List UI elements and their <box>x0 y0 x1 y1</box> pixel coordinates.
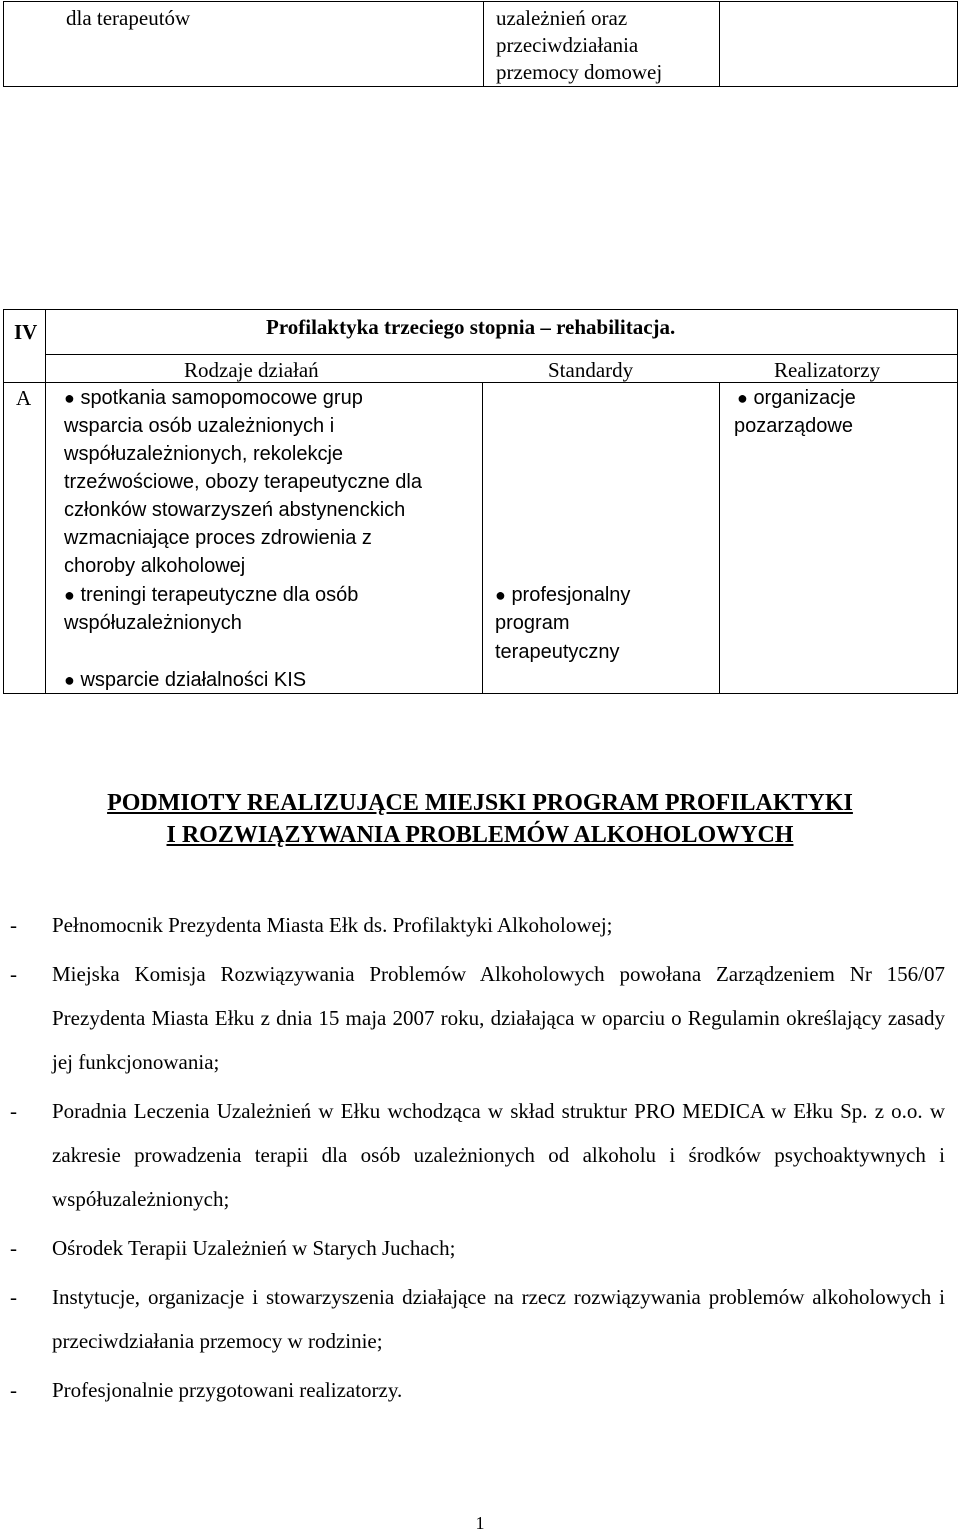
action-item <box>64 384 363 412</box>
list-item-text: Poradnia Leczenia Uzależnień w Ełku wchodząca w skład struktur PRO MEDICA w Ełku Sp. z o.o. w zakresie prowadzenia terapii dla osób uzależnionych od alkoholu i środków psychoaktywnych i współuzależnionych; <box>52 1099 945 1211</box>
bullet-icon: ● <box>495 585 506 605</box>
list-dash: - <box>10 1378 17 1402</box>
top-table-cell-2-line: przeciwdziałania <box>496 33 639 57</box>
action-line: współuzależnionych, rekolekcje <box>64 443 344 465</box>
column-divider <box>483 2 484 86</box>
section-iv-table <box>3 309 958 694</box>
top-table-cell-2 <box>496 5 662 86</box>
row-label: A <box>16 386 32 410</box>
header-standards: Standardy <box>548 358 634 382</box>
list-item <box>10 1226 945 1270</box>
column-divider <box>719 2 720 86</box>
list-item-text: Miejska Komisja Rozwiązywania Problemów Alkoholowych powołana Zarządzeniem Nr 156/07 Prezydenta Miasta Ełku z dnia 15 maja 2007 roku, działająca w oparciu o Regulamin określający zasady jej funkcjonowania; <box>52 962 945 1074</box>
bullet-icon: ● <box>64 585 75 605</box>
action-line: treningi terapeutyczne dla osób <box>80 584 359 606</box>
bullet-icon: ● <box>64 670 75 690</box>
action-line: współuzależnionych <box>64 612 242 634</box>
standard-line: program <box>495 612 570 634</box>
column-divider <box>719 382 720 693</box>
implementers-list <box>10 903 945 1412</box>
list-item-text: Profesjonalnie przygotowani realizatorzy. <box>52 1378 403 1402</box>
list-dash: - <box>10 962 17 986</box>
list-dash: - <box>10 1099 17 1123</box>
list-item <box>10 903 945 947</box>
action-line: wsparcia osób uzależnionych i <box>64 415 335 437</box>
list-dash: - <box>10 913 17 937</box>
section-title: Profilaktyka trzeciego stopnia – rehabilitacja. <box>266 315 676 339</box>
section-heading-line-1: PODMIOTY REALIZUJĄCE MIEJSKI PROGRAM PROFILAKTYKI <box>107 790 853 816</box>
column-divider <box>482 382 483 693</box>
list-item <box>10 1275 945 1363</box>
list-item <box>10 1089 945 1221</box>
section-roman-numeral: IV <box>14 320 38 344</box>
section-heading-line-2: I ROZWIĄZYWANIA PROBLEMÓW ALKOHOLOWYCH <box>166 822 794 848</box>
list-dash: - <box>10 1285 17 1309</box>
page-number: 1 <box>475 1513 485 1533</box>
header-actions: Rodzaje działań <box>184 358 319 382</box>
action-line: członków stowarzyszeń abstynenckich <box>64 499 406 521</box>
implementer-item <box>737 384 856 412</box>
list-item-text: Ośrodek Terapii Uzależnień w Starych Juchach; <box>52 1236 456 1260</box>
header-implementers: Realizatorzy <box>774 358 881 382</box>
action-line: trzeźwościowe, obozy terapeutyczne dla <box>64 471 422 493</box>
list-item <box>10 1368 945 1412</box>
action-line: wzmacniające proces zdrowienia z <box>64 527 372 549</box>
top-table-cell-2-line: przemocy domowej <box>496 60 663 84</box>
standard-line: terapeutyczny <box>495 641 620 663</box>
action-line: spotkania samopomocowe grup <box>80 387 363 409</box>
action-line: choroby alkoholowej <box>64 555 246 577</box>
implementer-line: pozarządowe <box>734 415 853 437</box>
implementer-line: organizacje <box>753 387 856 409</box>
top-table-cell-2-line: uzależnień oraz <box>496 6 628 30</box>
action-item <box>64 581 358 609</box>
bullet-icon: ● <box>737 388 748 408</box>
standard-line: profesjonalny <box>511 584 631 606</box>
row-divider <box>45 354 957 355</box>
action-line: wsparcie działalności KIS <box>80 669 307 691</box>
list-dash: - <box>10 1236 17 1260</box>
standard-item <box>495 581 630 609</box>
top-table-cell-1: dla terapeutów <box>66 6 191 30</box>
column-divider <box>45 310 46 693</box>
list-item <box>10 952 945 1084</box>
list-item-text: Instytucje, organizacje i stowarzyszenia działające na rzecz rozwiązywania problemów alkoholowych i przeciwdziałania przemocy w rodzinie; <box>52 1285 945 1353</box>
action-item <box>64 666 306 694</box>
top-table <box>3 1 958 87</box>
list-item-text: Pełnomocnik Prezydenta Miasta Ełk ds. Profilaktyki Alkoholowej; <box>52 913 613 937</box>
bullet-icon: ● <box>64 388 75 408</box>
